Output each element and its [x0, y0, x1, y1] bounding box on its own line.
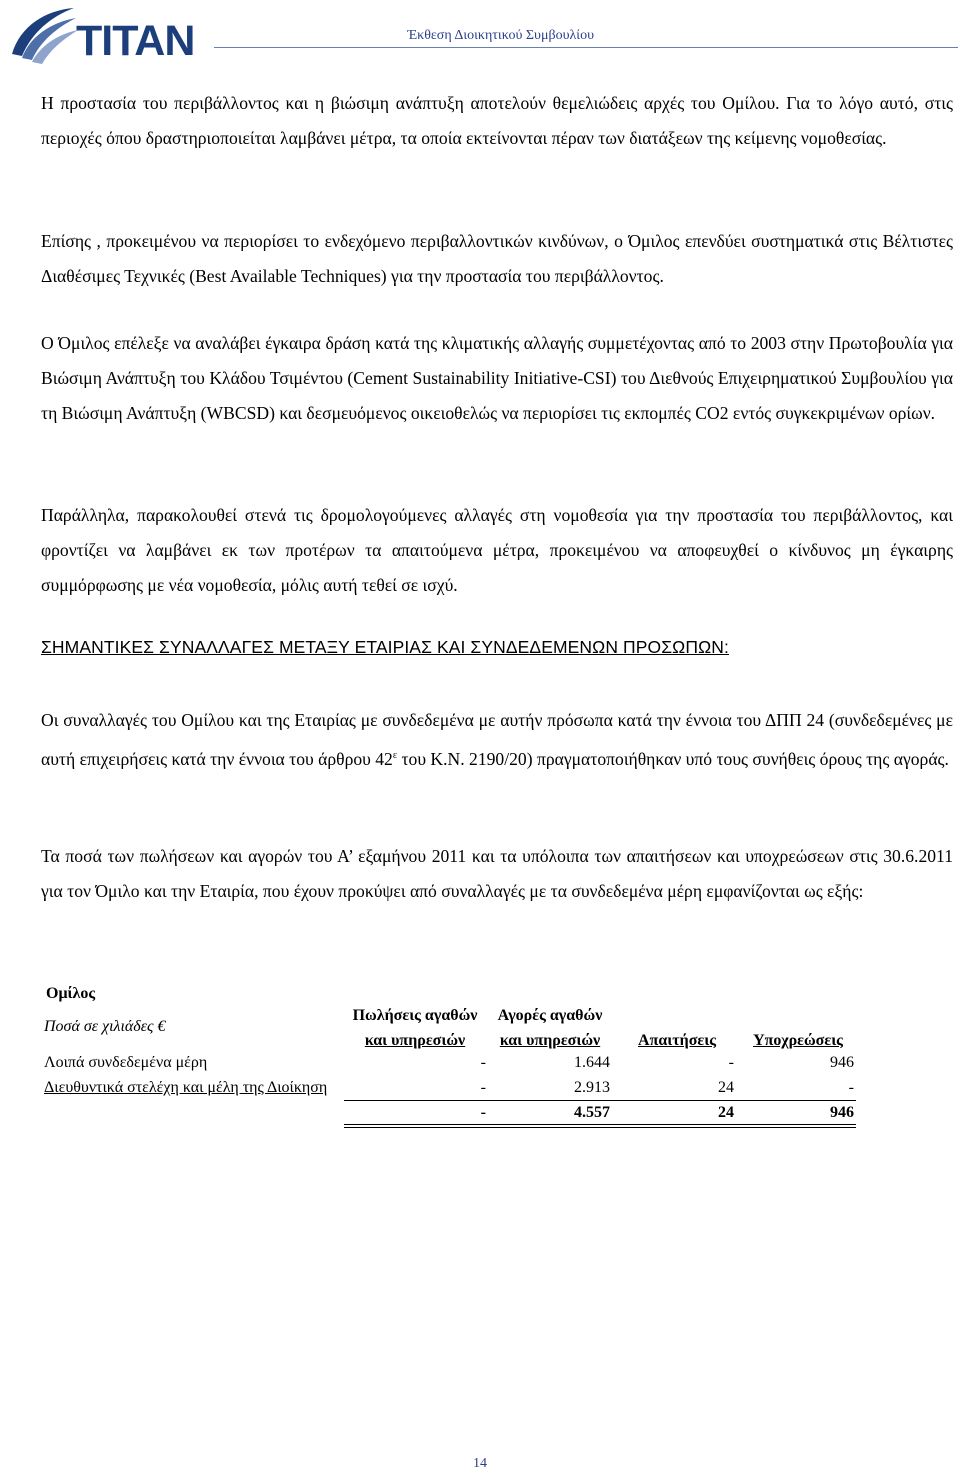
- column-header-payables: [740, 1028, 856, 1053]
- related-parties-text-1: Οι συναλλαγές του Ομίλου και της Εταιρίας με συνδεδεμένα με αυτήν πρόσωπα κατά την έννοια του ΔΠΠ 24 (συνδεδεμένες με αυτή επιχειρήσεις κατά την έννοια του άρθρου 42: [41, 710, 953, 769]
- total-double-rule-bottom: [344, 1127, 856, 1128]
- paragraph-climate: Ο Όμιλος επέλεξε να αναλάβει έγκαιρα δράση κατά της κλιματικής αλλαγής συμμετέχοντας από το 2003 στην Πρωτοβουλία για Βιώσιμη Ανάπτυξη του Κλάδου Τσιμέντου (Cement Sustainability Initiative-CSI) του Διεθνούς Επιχειρηματικού Συμβουλίου για τη Βιώσιμη Ανάπτυξη (WBCSD) και δεσμευόμενος οικειοθελώς να περιορίσει τις εκπομπές CO2 εντός συγκεκριμένων ορίων.: [41, 333, 953, 423]
- related-parties-text-2: του Κ.Ν. 2190/20) πραγματοποιήθηκαν υπό τους συνήθεις όρους της αγοράς.: [397, 748, 949, 769]
- column-header-sales: [344, 1003, 486, 1053]
- table-title: Ομίλος: [46, 985, 96, 1002]
- subtotal-rule: [344, 1100, 856, 1101]
- row-label-management: Διευθυντικά στελέχη και μέλη της Διοίκηση: [44, 1079, 328, 1096]
- column-header-sales-line1: Πωλήσεις αγαθών: [352, 1007, 478, 1024]
- total-double-rule-top: [344, 1124, 856, 1125]
- column-header-purchases-line2: και υπηρεσιών: [499, 1032, 601, 1049]
- table-unit: Ποσά σε χιλιάδες €: [44, 1018, 166, 1035]
- column-header-purchases-line1: Αγορές αγαθών: [497, 1007, 603, 1024]
- section-heading: ΣΗΜΑΝΤΙΚΕΣ ΣΥΝΑΛΛΑΓΕΣ ΜΕΤΑΞΥ ΕΤΑΙΡΙΑΣ ΚΑΙ ΣΥΝΔΕΔΕΜΕΝΩΝ ΠΡΟΣΩΠΩΝ:: [41, 637, 729, 657]
- total-payables: 946: [830, 1104, 854, 1121]
- paragraph-best-techniques: Επίσης , προκειμένου να περιορίσει το ενδεχόμενο περιβαλλοντικών κινδύνων, ο Όμιλος επενδύει συστηματικά στις Βέλτιστες Διαθέσιμες Τεχνικές (Best Available Techniques) για την προστασία του περιβάλλοντος.: [41, 231, 953, 286]
- page-header: [0, 0, 960, 70]
- cell-r2-sales: -: [480, 1079, 486, 1096]
- article-superscript: ε: [392, 750, 398, 761]
- report-title: Έκθεση Διοικητικού Συμβουλίου: [407, 28, 594, 43]
- paragraph-environment: Η προστασία του περιβάλλοντος και η βιώσιμη ανάπτυξη αποτελούν θεμελιώδεις αρχές του Ομίλου. Για το λόγο αυτό, στις περιοχές όπου δραστηριοποιείται λαμβάνει μέτρα, τα οποία εκτείνονται πέραν των διατάξεων της κείμενης νομοθεσίας.: [41, 93, 953, 148]
- total-receivables: 24: [718, 1104, 734, 1121]
- column-header-payables-label: Υποχρεώσεις: [753, 1032, 843, 1049]
- column-header-receivables-label: Απαιτήσεις: [638, 1032, 716, 1049]
- paragraph-related-parties: [41, 703, 953, 777]
- total-sales: -: [480, 1104, 486, 1121]
- cell-r1-sales: -: [480, 1054, 486, 1071]
- cell-r1-receivables: -: [728, 1054, 734, 1071]
- page-number: 14: [473, 1456, 487, 1471]
- header-divider: [214, 47, 958, 48]
- cell-r1-payables: 946: [830, 1054, 854, 1071]
- row-label-other-related: Λοιπά συνδεδεμένα μέρη: [44, 1054, 208, 1071]
- cell-r2-payables: -: [848, 1079, 854, 1096]
- logo-text: TITAN: [76, 17, 195, 65]
- total-purchases: 4.557: [574, 1104, 610, 1121]
- paragraph-legislation: Παράλληλα, παρακολουθεί στενά τις δρομολογούμενες αλλαγές στη νομοθεσία για την προστασία του περιβάλλοντος, και φροντίζει να λαμβάνει εκ των προτέρων τα απαιτούμενα μέτρα, προκειμένου να αποφευχθεί ο κίνδυνος μη έγκαιρης συμμόρφωσης με νέα νομοθεσία, μόλις αυτή τεθεί σε ισχύ.: [41, 505, 953, 595]
- column-header-sales-line2: και υπηρεσιών: [364, 1032, 466, 1049]
- cell-r2-receivables: 24: [718, 1079, 734, 1096]
- paragraph-amounts: Τα ποσά των πωλήσεων και αγορών του Α’ εξαμήνου 2011 και τα υπόλοιπα των απαιτήσεων και υποχρεώσεων στις 30.6.2011 για τον Όμιλο και την Εταιρία, που έχουν προκύψει από συναλλαγές με τα συνδεδεμένα μέρη εμφανίζονται ως εξής:: [41, 846, 953, 901]
- column-header-purchases: [486, 1003, 614, 1053]
- column-header-receivables: [616, 1028, 738, 1053]
- cell-r2-purchases: 2.913: [574, 1079, 610, 1096]
- cell-r1-purchases: 1.644: [574, 1054, 610, 1071]
